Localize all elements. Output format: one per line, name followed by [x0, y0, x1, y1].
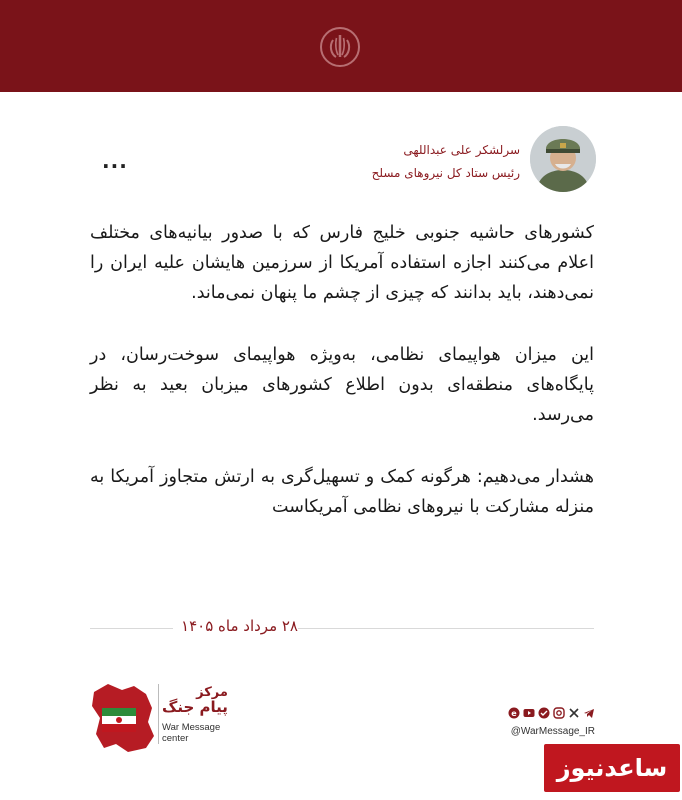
brand-sub-line1: War Message: [162, 722, 221, 733]
post-header: [88, 126, 596, 194]
telegram-icon[interactable]: [582, 706, 595, 719]
iran-emblem-icon: [319, 26, 361, 68]
author-name: سرلشکر علی عبداللهی: [403, 143, 520, 157]
paragraph-2: این میزان هواپیمای نظامی، به‌ویژه هواپیمای سوخت‌رسان، در پایگاه‌های منطقه‌ای بدون اطلاع کشورهای میزبان بعید به نظر می‌رسد.: [90, 345, 594, 425]
divider: [90, 628, 594, 629]
brand-title: [162, 686, 228, 714]
brand-divider: [158, 684, 159, 744]
social-links: [505, 706, 595, 746]
author-title: رئیس ستاد کل نیروهای مسلح: [371, 166, 520, 180]
brand-title-line2: پیام جنگ: [162, 698, 228, 716]
youtube-icon[interactable]: [522, 706, 535, 719]
check-icon[interactable]: [537, 706, 550, 719]
eitaa-icon[interactable]: [507, 706, 520, 719]
svg-text:e: e: [510, 708, 517, 718]
brand-sub-line2: center: [162, 733, 189, 744]
paragraph-3: هشدار می‌دهیم: هرگونه کمک و تسهیل‌گری به ارتش متجاوز آمریکا به منزله مشارکت با نیروهای نظامی آمریکاست: [90, 467, 594, 517]
header-banner: [0, 0, 682, 92]
paragraph-1: کشورهای حاشیه جنوبی خلیج فارس که با صدور بیانیه‌های مختلف اعلام می‌کنند اجازه استفاده آمریکا از سرزمین هایشان علیه ایران را نمی‌دهند، باید بدانند که چیزی از چشم ما پنهان نمی‌ماند.: [90, 223, 594, 303]
brand-title-line1: مرکز: [196, 685, 228, 700]
more-options-button[interactable]: ...: [102, 149, 128, 173]
avatar-portrait-icon: [530, 126, 596, 192]
instagram-icon[interactable]: [552, 706, 565, 719]
watermark-badge: ساعدنیوز: [544, 744, 680, 792]
post-body: [90, 218, 594, 554]
iran-map-logo-icon: [88, 678, 158, 764]
social-handle[interactable]: @WarMessage_IR: [510, 726, 595, 737]
brand-subtitle: [162, 722, 220, 744]
brand-block: [88, 678, 248, 768]
x-icon[interactable]: [567, 706, 580, 719]
avatar[interactable]: [530, 126, 596, 192]
post-date: ۲۸ مرداد ماه ۱۴۰۵: [173, 617, 298, 635]
